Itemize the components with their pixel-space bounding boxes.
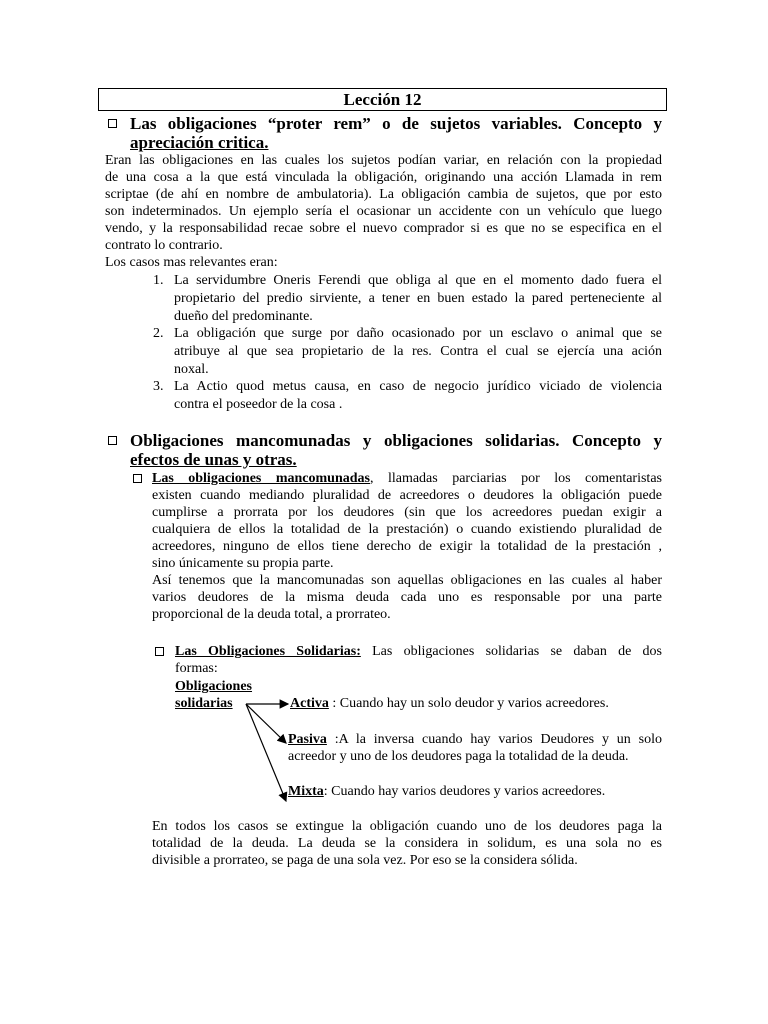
mancomunadas-line: acreedores, ninguno de ellos tiene derecho de exigir la totalidad de la prestación , [152, 539, 662, 554]
case-number: 2. [153, 326, 164, 341]
activa-text: : Cuando hay un solo deudor y varios acreedores. [328, 696, 609, 711]
case-line: La Actio quod metus causa, en caso de negocio jurídico viciado de violencia [174, 379, 662, 394]
section1-para-line: de una cosa a la que está vinculada la obligación, originando una acción Llamada in rem [105, 170, 662, 185]
mancomunadas-line: cualquiera de ellos la totalidad de la prestación) o cuando existiendo pluralidad de [152, 522, 662, 537]
section1-para-line: son indeterminados. Un ejemplo sería el ocasionar un accidente con un vehículo que luego [105, 204, 662, 219]
case-line: dueño del predominante. [174, 309, 313, 324]
mixta-label: Mixta [288, 784, 324, 799]
case-line: propietario del predio sirviente, a tener en buen estado la pared perteneciente al [174, 291, 662, 306]
mancomunadas-line: existen cuando mediando pluralidad de acreedores o deudores la obligación puede [152, 488, 662, 503]
section1-para-line: vendo, y la responsabilidad recae sobre el nuevo comprador si es que no se especifica en el [105, 221, 662, 236]
section2-heading-text: efectos de unas y otras. [130, 450, 297, 469]
section2-heading-line1: Obligaciones mancomunadas y obligaciones solidarias. Concepto y [130, 431, 662, 450]
section1-para-line: Eran las obligaciones en las cuales los sujetos podían variar, en relación con la propiedad [105, 153, 662, 168]
mancomunadas-line: proporcional de la deuda total, a prorrateo. [152, 607, 391, 622]
solidarias-label: Las Obligaciones Solidarias: [175, 644, 361, 659]
case-number: 1. [153, 273, 164, 288]
lesson-title: Lección 12 [98, 88, 667, 111]
case-line: atribuye al que sea propietario de la res. Contra el cual se ejercía una ación [174, 344, 662, 359]
case-line: La obligación que surge por daño ocasionado por un esclavo o animal que se [174, 326, 662, 341]
mancomunadas-line: sino únicamente su propia parte. [152, 556, 334, 571]
arrow-to-mixta [246, 704, 286, 801]
mancomunadas-line: cumplirse a prorrata por los deudores (sin que los acreedores puedan exigir a [152, 505, 662, 520]
section1-heading-line1: Las obligaciones “proter rem” o de sujetos variables. Concepto y [130, 114, 662, 133]
case-line: La servidumbre Oneris Ferendi que obliga al que en el momento dado fuera el [174, 273, 662, 288]
mancomunadas-line: varios deudores de la misma deuda cada uno es responsable por una parte [152, 590, 662, 605]
case-line: noxal. [174, 362, 209, 377]
conclusion-line: divisible a prorrateo, se paga de una sola vez. Por eso se la considera sólida. [152, 853, 578, 868]
diagram-label-line2: solidarias [175, 696, 233, 711]
mancomunadas-first-line-text: , llamadas parciarias por los comentaristas [369, 471, 662, 486]
section1-heading-text: apreciación critica. [130, 133, 269, 152]
mixta-text: : Cuando hay varios deudores y varios acreedores. [323, 784, 606, 799]
conclusion-line: totalidad de la deuda. La deuda se la considera in solidum, es una sola no es [152, 836, 662, 851]
mancomunadas-line: Así tenemos que la mancomunadas son aquellas obligaciones en las cuales al haber [152, 573, 662, 588]
pasiva-text-line1: :A la inversa cuando hay varios Deudores y un solo [326, 732, 662, 747]
cases-intro: Los casos mas relevantes eran: [105, 255, 278, 270]
conclusion-line: En todos los casos se extingue la obligación cuando uno de los deudores paga la [152, 819, 662, 834]
case-line: contra el poseedor de la cosa . [174, 397, 343, 412]
arrow-to-pasiva [246, 704, 286, 743]
section1-para-line: scriptae (de ahí en nombre de ambulatoria). La obligación cambia de sujetos, que por esto [105, 187, 662, 202]
pasiva-label: Pasiva [288, 732, 327, 747]
solidarias-first-line-text: Las obligaciones solidarias se daban de dos [360, 644, 662, 659]
mancomunadas-label: Las obligaciones mancomunadas [152, 471, 370, 486]
activa-label: Activa [290, 696, 329, 711]
case-number: 3. [153, 379, 164, 394]
diagram-label-line1: Obligaciones [175, 679, 253, 694]
pasiva-text-line2: acreedor y uno de los deudores paga la totalidad de la deuda. [288, 749, 629, 764]
solidarias-line2: formas: [175, 661, 218, 676]
section1-para-line: contrato lo contrario. [105, 238, 223, 253]
